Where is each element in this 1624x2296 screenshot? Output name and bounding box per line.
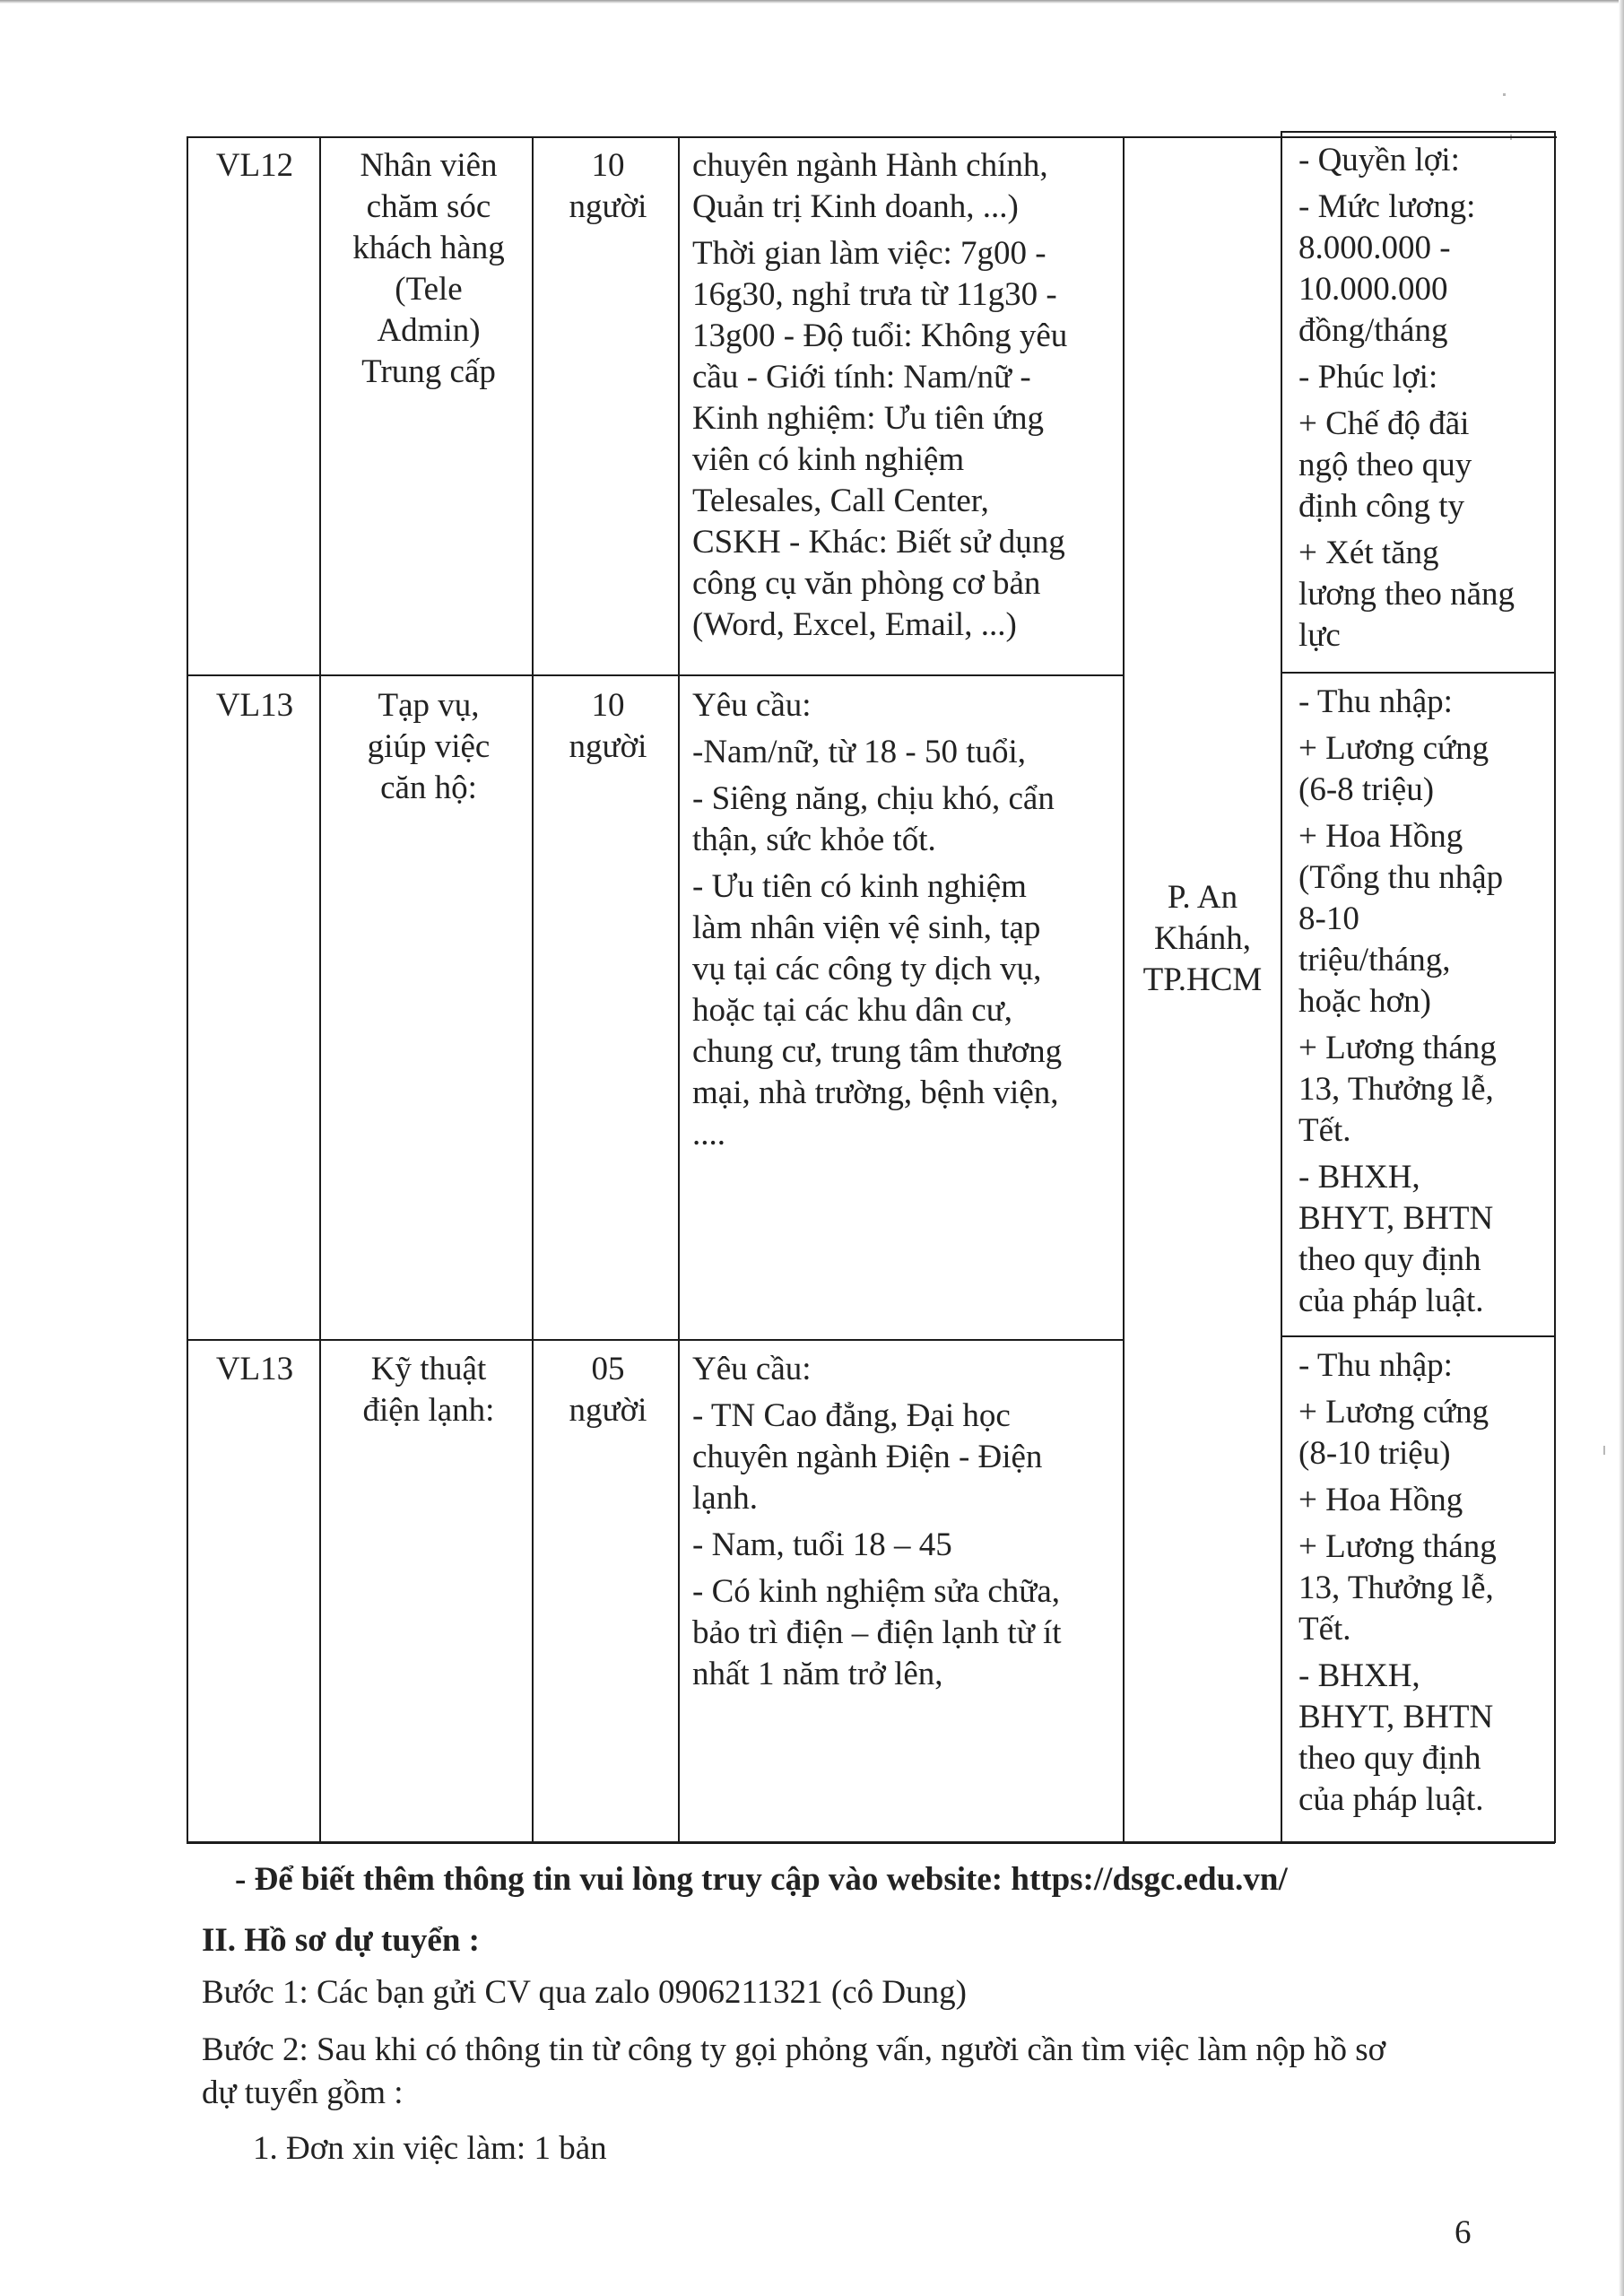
job-quantity: 10 người [569, 147, 647, 225]
step-1: Bước 1: Các bạn gửi CV qua zalo 0906211321 (cô Dung) [202, 1974, 967, 2011]
row-divider [1281, 1335, 1555, 1337]
website-note: - Để biết thêm thông tin vui lòng truy cập vào website: https://dsgc.edu.vn/ [235, 1861, 1288, 1898]
table-row [188, 1349, 321, 1390]
job-code: VL13 [215, 1351, 294, 1387]
job-title: Tạp vụ, giúp việc căn hộ: [367, 687, 491, 806]
job-code: VL12 [215, 147, 294, 184]
job-requirements: Yêu cầu: - TN Cao đẳng, Đại học chuyên ngành Điện - Điện lạnh. - Nam, tuổi 18 – 45 - Có kinh nghiệm sửa chữa, bảo trì điện – điện lạnh từ ít nhất 1 năm trở lên, [692, 1351, 1062, 1692]
column-divider [1123, 136, 1125, 1843]
table-border-top [187, 136, 1557, 138]
page-number: 6 [1455, 2214, 1472, 2251]
job-benefits: - Thu nhập: + Lương cứng (8-10 triệu) + Hoa Hồng + Lương tháng 13, Thưởng lễ, Tết. - BHXH, BHYT, BHTN theo quy định của pháp luật. [1298, 1347, 1497, 1818]
list-item: 1. Đơn xin việc làm: 1 bản [253, 2130, 607, 2167]
row-divider [187, 1339, 1125, 1341]
section-heading: II. Hồ sơ dự tuyển : [202, 1922, 480, 1959]
column-divider [319, 136, 321, 1843]
column-divider [1281, 131, 1282, 1843]
table-border-benefit-top [1281, 131, 1555, 133]
row-divider [1281, 672, 1555, 674]
job-code: VL13 [215, 687, 294, 724]
job-title: Kỹ thuật điện lạnh: [362, 1351, 495, 1429]
table-border-bottom [187, 1841, 1555, 1844]
job-quantity: 05 người [569, 1351, 647, 1429]
job-quantity: 10 người [569, 687, 647, 765]
job-benefits: - Quyền lợi: - Mức lương: 8.000.000 - 10.000.000 đồng/tháng - Phúc lợi: + Chế độ đãi ngộ theo quy định công ty + Xét tăng lương theo năng lực [1298, 142, 1515, 654]
row-divider [187, 674, 1125, 676]
table-row [188, 145, 321, 187]
column-divider [678, 136, 680, 1843]
job-location: P. An Khánh, TP.HCM [1142, 879, 1263, 998]
job-requirements: chuyên ngành Hành chính, Quản trị Kinh doanh, ...) Thời gian làm việc: 7g00 - 16g30, nghỉ trưa từ 11g30 - 13g00 - Độ tuổi: Không yêu cầu - Giới tính: Nam/nữ - Kinh nghiệm: Ưu tiên ứng viên có kinh nghiệm Telesales, Call Center, CSKH - Khác: Biết sử dụng công cụ văn phòng cơ bản (Word, Excel, Email, ...) [692, 147, 1068, 643]
column-divider [187, 136, 188, 1843]
step-2: Bước 2: Sau khi có thông tin từ công ty gọi phỏng vấn, người cần tìm việc làm nộp hồ sơ dự tuyển gồm : [202, 2031, 1386, 2111]
job-benefits: - Thu nhập: + Lương cứng (6-8 triệu) + Hoa Hồng (Tổng thu nhập 8-10 triệu/tháng, hoặc hơn) + Lương tháng 13, Thưởng lễ, Tết. - BHXH, BHYT, BHTN theo quy định của pháp luật. [1298, 683, 1504, 1319]
job-title: Nhân viên chăm sóc khách hàng (Tele Admin) Trung cấp [352, 147, 505, 390]
table-row [188, 685, 321, 726]
job-requirements: Yêu cầu: -Nam/nữ, từ 18 - 50 tuổi, - Siêng năng, chịu khó, cẩn thận, sức khỏe tốt. - Ưu tiên có kinh nghiệm làm nhân viện vệ sinh, tạp vụ tại các công ty dịch vụ, hoặc tại các khu dân cư, chung cư, trung tâm thương mại, nhà trường, bệnh viện, .... [692, 687, 1063, 1152]
